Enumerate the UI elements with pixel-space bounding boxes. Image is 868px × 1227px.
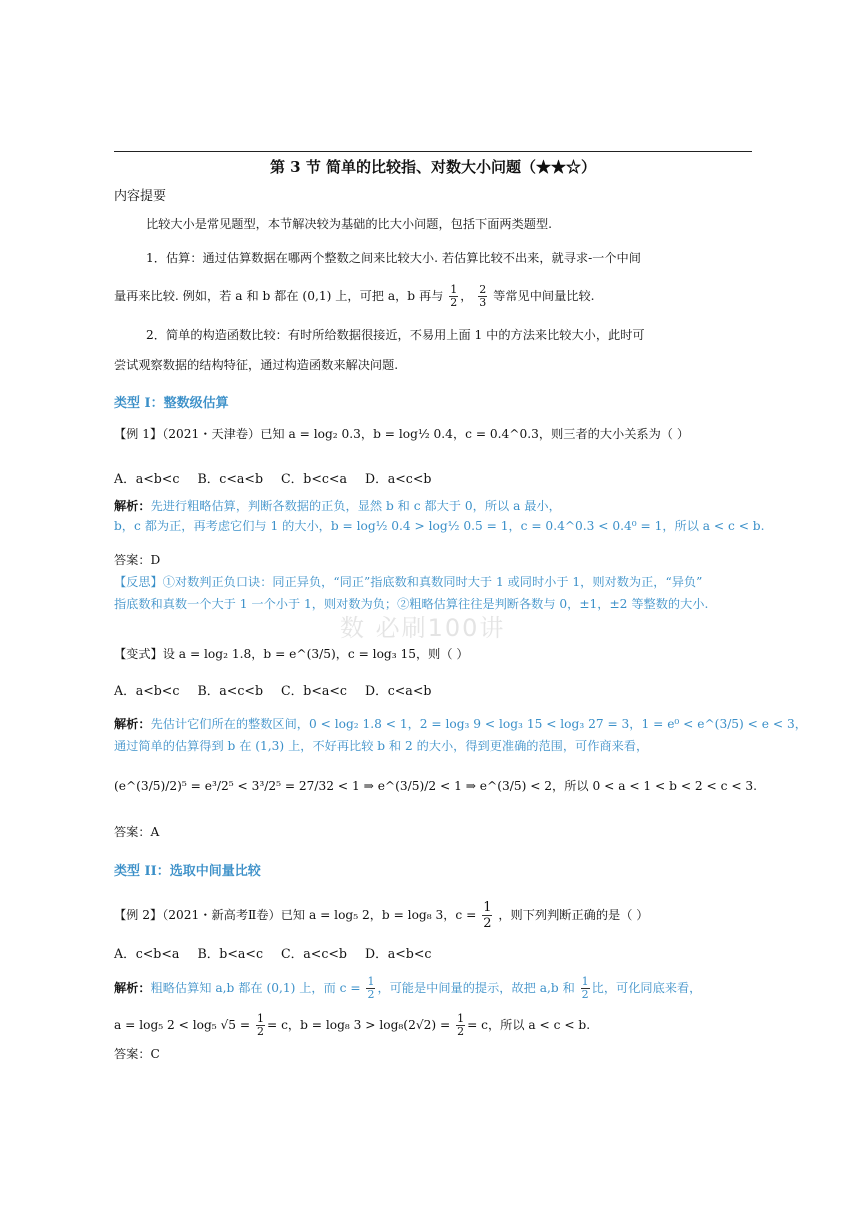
option-a: A．c<b<a [114,946,180,961]
numerator: 1 [457,1012,465,1025]
watermark: 数 必刷100讲 [340,614,506,642]
variant-analysis-2: 通过简单的估算得到 b 在 (1,3) 上，不好再比较 b 和 2 的大小，得到更准确的范围，可作商来看， [114,739,649,753]
denominator: 2 [367,988,375,1001]
option-d: D．a<c<b [365,471,432,486]
analysis-text: ，可能是中间量的提示，故把 a,b 和 [377,981,575,995]
fraction-one-half [366,976,375,1001]
example2-question [114,900,648,931]
analysis-text: 比，可化同底来看， [591,981,702,995]
section-heading-type1: 类型 I：整数级估算 [114,396,229,411]
question-text: ，则下列判断正确的是（ ） [498,908,649,922]
analysis-text: = c，所以 a < c < b. [467,1018,591,1032]
fraction-two-thirds [478,284,487,309]
fraction-one-half [456,1013,465,1038]
variant-answer: 答案：A [114,825,160,839]
denominator: 2 [450,296,458,309]
analysis-label: 解析： [114,981,151,995]
denominator: 3 [479,296,487,309]
intro-heading: 内容提要 [114,189,167,204]
variant-question: 【变式】设 a = log₂ 1.8，b = e^(3/5)，c = log₃ 15，则（ ） [114,647,469,661]
reflection-line-2: 指底数和真数一个大于 1 一个小于 1，则对数为负；②粗略估算往往是判断各数与 0，±1，±2 等整数的大小. [114,597,709,611]
example2-options [114,943,445,962]
option-c: C．b<c<a [281,471,347,486]
variant-analysis-1 [114,716,807,732]
example2-answer: 答案：C [114,1047,160,1061]
fraction-one-half [581,976,590,1001]
numerator: 1 [257,1012,265,1025]
denominator: 2 [457,1025,465,1038]
intro-paragraph-2a: 1．估算：通过估算数据在哪两个整数之间来比较大小. 若估算比较不出来，就寻求-一个中间 [146,251,641,265]
page-title: 第 3 节 简单的比较指、对数大小问题（★★☆） [269,158,597,176]
option-d: D．c<a<b [365,683,432,698]
denominator: 2 [257,1025,265,1038]
example1-question: 【例 1】（2021・天津卷）已知 a = log₂ 0.3，b = log½ 0.4，c = 0.4^0.3，则三者的大小关系为（ ） [114,427,690,441]
denominator: 2 [581,988,589,1001]
intro-text: 等常见中间量比较. [493,289,595,303]
intro-paragraph-2b: 量再来比较. 例如，若 a 和 b 都在 (0,1) 上，可把 a，b 再与 $\frac{1}{2}$ ， $\frac{2}{3}$ 等常见中间量比较. [114,283,595,309]
option-b: B．a<c<b [197,683,264,698]
option-a: A．a<b<c [114,683,180,698]
example2-analysis-2 [114,1013,590,1038]
fraction-one-half [256,1013,265,1038]
intro-text: 量再来比较. 例如，若 a 和 b 都在 (0,1) 上，可把 a，b 再与 [114,289,444,303]
option-a: A．a<b<c [114,471,180,486]
fraction-one-half [449,284,458,309]
variant-options [114,680,445,699]
example1-answer: 答案：D [114,553,161,567]
intro-paragraph-3a: 2．简单的构造函数比较：有时所给数据很接近，不易用上面 1 中的方法来比较大小，此时可 [146,328,645,342]
analysis-label: 解析： [114,717,151,731]
example1-analysis-1 [114,498,561,514]
option-d: D．a<b<c [365,946,432,961]
option-b: B．b<a<c [197,946,264,961]
reflection-line-1: 【反思】①对数判正负口诀：同正异负，“同正”指底数和真数同时大于 1 或同时小于 1，则对数为正，“异负” [114,575,703,589]
numerator: 2 [479,283,487,296]
intro-paragraph-1: 比较大小是常见题型，本节解决较为基础的比大小问题，包括下面两类题型. [146,217,553,231]
analysis-text: 粗略估算知 a,b 都在 (0,1) 上，而 c = [150,981,361,995]
analysis-label: 解析： [114,499,151,513]
option-c: C．a<c<b [281,946,347,961]
header-rule [114,151,752,152]
denominator: 2 [483,916,492,931]
example2-analysis-1 [114,976,701,1001]
analysis-text: 先估计它们所在的整数区间，0 < log₂ 1.8 < 1，2 = log₃ 9 < log₃ 15 < log₃ 27 = 3，1 = e⁰ < e^(3/5) < e < 3， [150,717,807,731]
section-heading-type2: 类型 II：选取中间量比较 [114,864,261,879]
numerator: 1 [483,900,492,915]
analysis-text: 先进行粗略估算，判断各数据的正负，显然 b 和 c 都大于 0，所以 a 最小， [150,499,561,513]
example1-options [114,468,445,487]
question-text: 【例 2】（2021・新高考Ⅱ卷）已知 a = log₅ 2，b = log₈ 3，c = [114,908,477,922]
option-c: C．b<a<c [281,683,347,698]
option-b: B．c<a<b [197,471,264,486]
fraction-one-half [482,900,492,931]
analysis-text: = c，b = log₈ 3 > log₈(2√2) = [267,1018,451,1032]
example1-analysis-2: b，c 都为正，再考虑它们与 1 的大小，b = log½ 0.4 > log½ 0.5 = 1，c = 0.4^0.3 < 0.4⁰ = 1，所以 a < c < b. [114,519,765,533]
analysis-text: a = log₅ 2 < log₅ √5 = [114,1018,251,1032]
intro-paragraph-3b: 尝试观察数据的结构特征，通过构造函数来解决问题. [114,358,399,372]
numerator: 1 [581,975,589,988]
variant-analysis-3: (e^(3/5)/2)⁵ = e³/2⁵ < 3³/2⁵ = 27/32 < 1 ⇒ e^(3/5)/2 < 1 ⇒ e^(3/5) < 2，所以 0 < a < 1 < b < 2 < c < 3. [114,779,758,793]
numerator: 1 [450,283,458,296]
numerator: 1 [367,975,375,988]
